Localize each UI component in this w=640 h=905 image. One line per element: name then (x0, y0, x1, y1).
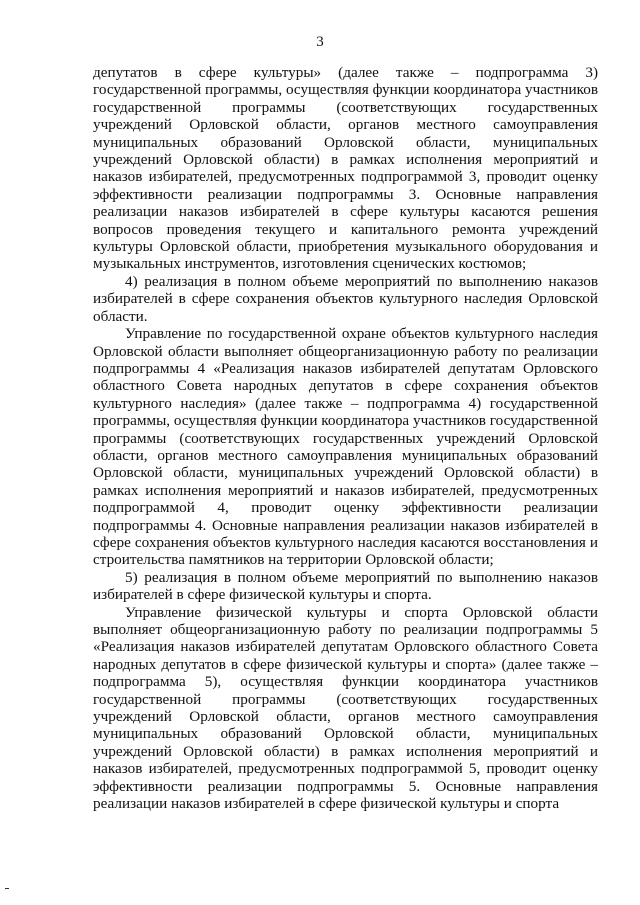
margin-mark (5, 888, 9, 889)
paragraph-item-5: 5) реализация в полном объеме мероприятий по выполнению наказов избирателей в сфере физической культуры и спорта. (93, 568, 598, 604)
page-number: 3 (316, 34, 324, 50)
paragraph-sports-department: Управление физической культуры и спорта Орловской области выполняет общеорганизационную работу по реализации подпрограммы 5 «Реализация наказов избирателей депутатам Орловского областного Совета народных депутатов в сфере физической культуры и спорта» (далее также – подпрограмма 5), осуществляя функции координатора участников государственной программы (соответствующих государственных учреждений Орловской области, органов местного самоуправления муниципальных образований Орловской области, муниципальных учреждений Орловской области) в рамках исполнения мероприятий и наказов избирателей, предусмотренных подпрограммой 5, проводит оценку эффективности реализации подпрограммы 5. Основные направления реализации наказов избирателей в сфере физической культуры и спорта (93, 603, 598, 813)
paragraph-heritage-department: Управление по государственной охране объектов культурного наследия Орловской области выполняет общеорганизационную работу по реализации подпрограммы 4 «Реализация наказов избирателей депутатам Орловского областного Совета народных депутатов в сфере сохранения объектов культурного наследия» (далее также – подпрограмма 4) государственной программы, осуществляя функции координатора участников государственной программы (соответствующих государственных учреждений Орловской области, органов местного самоуправления муниципальных образований Орловской области, муниципальных учреждений Орловской области) в рамках исполнения мероприятий и наказов избирателей, предусмотренных подпрограммой 4, проводит оценку эффективности реализации подпрограммы 4. Основные направления реализации наказов избирателей в сфере сохранения объектов культурного наследия касаются восстановления и строительства памятников на территории Орловской области; (93, 325, 598, 569)
paragraph-continuation: депутатов в сфере культуры» (далее также – подпрограмма 3) государственной программы, осуществляя функции координатора участников государственной программы (соответствующих государственных учреждений Орловской области, органов местного самоуправления муниципальных образований Орловской области, муниципальных учреждений Орловской области) в рамках исполнения мероприятий и наказов избирателей, предусмотренных подпрограммой 3, проводит оценку эффективности реализации подпрограммы 3. Основные направления реализации наказов избирателей в сфере культуры касаются решения вопросов проведения текущего и капитального ремонта учреждений культуры Орловской области, приобретения музыкального оборудования и музыкальных инструментов, изготовления сценических костюмов; (93, 64, 598, 273)
document-body (93, 64, 598, 812)
paragraph-item-4: 4) реализация в полном объеме мероприятий по выполнению наказов избирателей в сфере сохранения объектов культурного наследия Орловской области. (93, 272, 598, 325)
